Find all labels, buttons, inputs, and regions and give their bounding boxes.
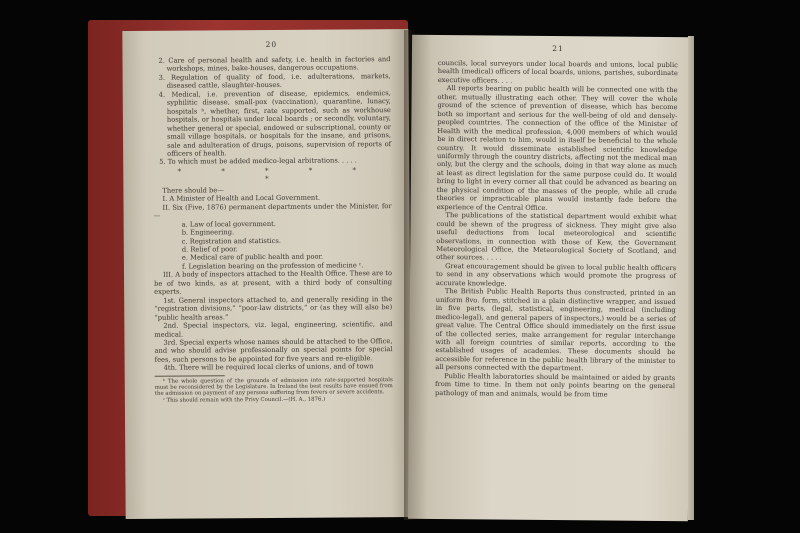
right-page: [408, 35, 692, 521]
paragraph: The British Public Health Reports thus constructed, printed in an uniform 8vo. form, stitched in a plain distinctive wrapper, and issued in five parts, (legal, statistical, engineering, medical (including medico-legal), and general papers of inspectors,) would be a series of great value. The Central Office should immediately on the first issue of the collected series, make arrangement for regular interchange with all foreign countries of similar reports, according to the established usages of academies. These documents should be accessible for reference in the public health library of the minister to all persons connected with the department.: [435, 287, 676, 373]
footnote: ᶜ This should remain with the Privy Council.—(H. A., 1876.): [162, 396, 326, 404]
paragraph: Great encouragement should be given to local public health officers to send in any observations which would promote the progress of accurate knowledge.: [435, 261, 677, 288]
footnote-rule: [155, 375, 225, 376]
list-item: 3. Regulation of quality of food, i.e. adulterations, markets, diseased cattle, slaughter-houses.: [158, 72, 391, 91]
list-item: 2. Care of personal health and safety, i.e. health in factories and workshops, mines, bake-houses, dangerous occupations.: [158, 55, 391, 74]
department-item: a. Law of local government.: [181, 219, 276, 229]
page-number: 20: [265, 39, 278, 50]
paragraph: 4th. There will be required local clerks of unions, and of town: [163, 362, 374, 373]
paragraph: 1st. General inspectors attached to, and generally residing in the “registration divisions,” “poor-law districts,” or (as they will also be) “public health areas.”: [154, 294, 393, 322]
department-item: f. Legislation bearing on the profession of medicine ᶜ.: [181, 261, 364, 271]
page-text: [435, 59, 678, 399]
list-item: 4. Medical, i.e. prevention of disease, epidemics, endemics, syphilitic disease, small-pox (vaccination), quarantine, lunacy, hospitals ᵇ, whether, first, rate supported, such as workhouse hospitals, or hospitals under local boards ; or secondly, voluntary, whether general or special, endowed or subscriptional, county or small village hospitals, or hospitals for the insane, and prisons, sale and adulteration of drugs, poisons, supervision of reports of officers of health.: [158, 88, 392, 158]
paragraph: Public Health laboratories should be maintained or aided by grants from time to time. In them not only points bearing on the general pathology of man and animals, would be from time: [434, 371, 676, 399]
footnotes: [155, 377, 393, 404]
paragraph: 2nd. Special inspectors, viz. legal, engineering, scientific, and medical.: [154, 320, 393, 339]
paragraph: II. Six (Five, 1876) permanent departments under the Minister, for—: [153, 201, 392, 220]
section-stars: * * * * * *: [177, 166, 376, 184]
department-item: c. Registration and statistics.: [181, 236, 281, 246]
page-number: 21: [552, 44, 564, 54]
department-item: d. Relief of poor.: [181, 245, 238, 254]
page-text: [152, 55, 392, 372]
paragraph: All reports bearing on public health will be connected one with the other, mutually illustrating each other. They will cover the whole ground of the science of prevention of disease, which has become both so important and serious for the well-being of old and densely-peopled countries. The connection of the office of the Minister of Health with the medical profession, 4,000 members of which would be in direct relation to him, would in itself be beneficial to the whole country. It would disseminate established scientific knowledge uniformly through the country districts, affecting not the medical man only, but the clergy and the schools, doing in that way alone as much at least as direct legislation for the same purpose could do. It would bring to light in every corner all that could be advanced as bearing on the physical condition of the masses of the people, while all crude theories or impracticable plans would instantly fade before the experience of the Central Office.: [436, 84, 678, 212]
paragraph: III. A body of inspectors attached to the Health Office. These are to be of two kinds, as at present, with a third body of consulting experts.: [154, 269, 393, 297]
left-page: [122, 29, 411, 519]
paragraph: There should be—: [162, 186, 225, 195]
department-item: e. Medical care of public health and poor.: [181, 253, 324, 263]
department-item: b. Engineering.: [181, 228, 235, 237]
page-edge: [688, 36, 694, 520]
paragraph: The publications of the statistical department would exhibit what could be shewn of the progress of sickness. They might give also useful deductions from local meteorological and scientific observations, in connection with those of Kew, the Government Meteorological Office, the Meteorological Society of Scotland, and other sources. . . . .: [436, 211, 677, 262]
list-item: 5. To which must be added medico-legal arbitrations. . . . .: [159, 156, 357, 167]
paragraph: I. A Minister of Health and Local Government.: [162, 193, 321, 203]
paragraph: councils, local surveyors under local boards and unions, local public health (medical) officers of local boards, unions, parishes, subordinate executive officers. . . .: [437, 59, 678, 85]
paragraph: 3rd. Special experts whose names should be attached to the Office, and who should advise professionally on special points for special fees, such persons to be appointed for five years and re-eligible.: [154, 337, 393, 364]
footnote: ᵇ The whole question of the grounds of admission into rate-supported hospitals must be reconsidered by the Legislature. In Ireland the best results have ensued from the admission on payment of any persons suffering from fevers or severe accidents.: [154, 376, 393, 398]
